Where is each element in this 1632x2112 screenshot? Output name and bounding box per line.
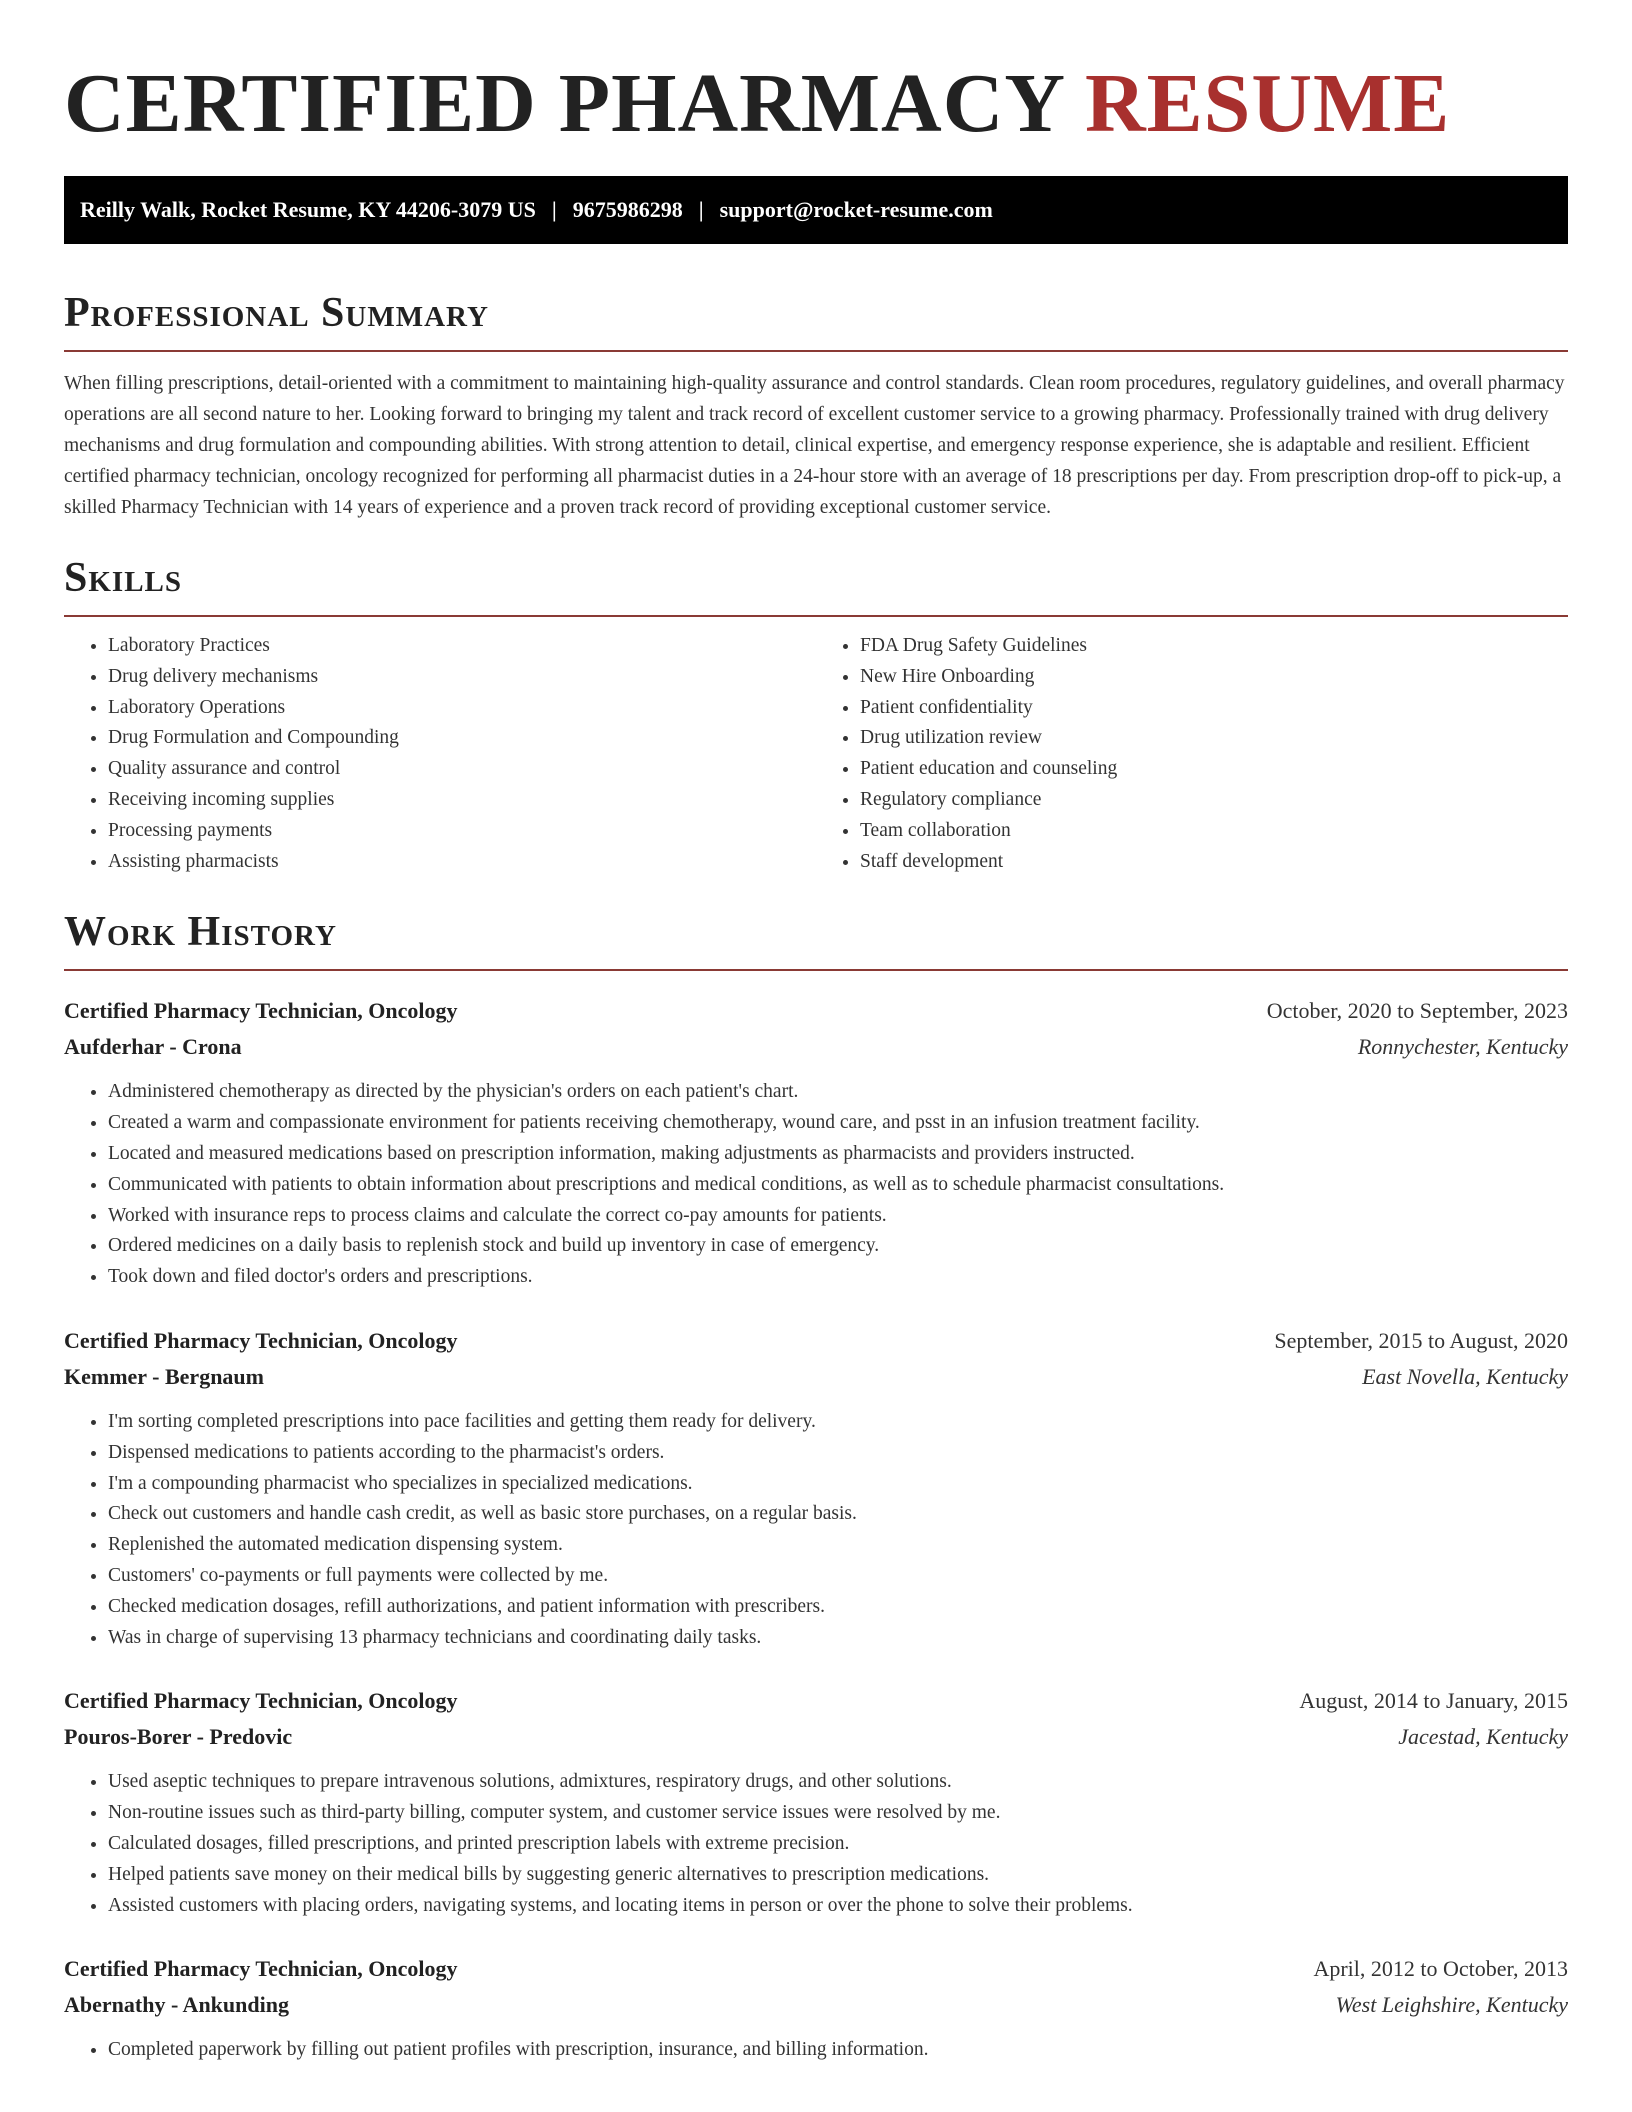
job-bullet: • Communicated with patients to obtain information about prescriptions and medical conditions, as well as to schedule pharmacist consultations. [108, 1170, 1568, 1201]
title-main: CERTIFIED PHARMACY [64, 57, 1063, 150]
job-company: Kemmer - Bergnaum [64, 1363, 264, 1389]
job-entry [64, 1951, 1568, 2066]
job-company: Pouros-Borer - Predovic [64, 1724, 293, 1750]
job-bullet: • I'm sorting completed prescriptions into pace facilities and getting them ready for delivery. [108, 1407, 1568, 1438]
summary-heading: Professional Summary [64, 290, 489, 336]
resume-title [64, 56, 1568, 152]
skill-item: • Laboratory Practices [108, 631, 816, 662]
job-header-row [64, 1951, 1568, 1987]
skill-item: • New Hire Onboarding [860, 662, 1568, 693]
skill-item: • Processing payments [108, 816, 816, 847]
skill-item: • Receiving incoming supplies [108, 785, 816, 816]
contact-bar [64, 176, 1568, 244]
job-bullet: • Customers' co-payments or full payments were collected by me. [108, 1561, 1568, 1592]
skill-item: • Drug Formulation and Compounding [108, 723, 816, 754]
job-company: Aufderhar - Crona [64, 1034, 242, 1060]
resume-content [64, 56, 1568, 2066]
skill-item: • Staff development [860, 847, 1568, 878]
job-bullet: • Used aseptic techniques to prepare intravenous solutions, admixtures, respiratory drugs, and other solutions. [108, 1767, 1568, 1798]
job-bullet: • Created a warm and compassionate environment for patients receiving chemotherapy, wound care, and psst in an infusion treatment facility. [108, 1108, 1568, 1139]
job-subheader-row [64, 1029, 1568, 1065]
section-divider [64, 615, 1568, 617]
job-subheader-row [64, 1359, 1568, 1395]
skills-heading: Skills [64, 555, 183, 601]
job-title: Certified Pharmacy Technician, Oncology [64, 998, 458, 1024]
job-bullet: • Calculated dosages, filled prescriptions, and printed prescription labels with extreme precision. [108, 1829, 1568, 1860]
section-divider [64, 350, 1568, 352]
job-location: Ronnychester, Kentucky [1357, 1034, 1568, 1060]
job-header-row [64, 1323, 1568, 1359]
skills-columns [64, 631, 1568, 877]
job-header-row [64, 1683, 1568, 1719]
job-bullet: • Located and measured medications based on prescription information, making adjustments as pharmacists and providers instructed. [108, 1139, 1568, 1170]
skill-item: • Patient education and counseling [860, 754, 1568, 785]
job-bullet: • Replenished the automated medication dispensing system. [108, 1530, 1568, 1561]
job-bullet: • Helped patients save money on their medical bills by suggesting generic alternatives to prescription medications. [108, 1860, 1568, 1891]
section-divider [64, 969, 1568, 971]
job-bullet: • Administered chemotherapy as directed by the physician's orders on each patient's chart. [108, 1077, 1568, 1108]
job-dates: April, 2012 to October, 2013 [1313, 1956, 1568, 1982]
job-bullet: • Checked medication dosages, refill authorizations, and patient information with prescribers. [108, 1592, 1568, 1623]
job-subheader-row [64, 1719, 1568, 1755]
job-bullet: • I'm a compounding pharmacist who specializes in specialized medications. [108, 1469, 1568, 1500]
skills-left-list [64, 631, 816, 877]
contact-separator: | [551, 197, 557, 222]
job-header-row [64, 993, 1568, 1029]
job-title: Certified Pharmacy Technician, Oncology [64, 1688, 458, 1714]
job-bullets [64, 2035, 1568, 2066]
job-bullets [64, 1077, 1568, 1293]
job-entry [64, 993, 1568, 1293]
summary-text: When filling prescriptions, detail-oriented with a commitment to maintaining high-quality assurance and control standards. Clean room procedures, regulatory guidelines, and overall pharmacy operations are all second nature to her. Looking forward to bringing my talent and track record of excellent customer service to a growing pharmacy. Professionally trained with drug delivery mechanisms and drug formulation and compounding abilities. With strong attention to detail, clinical expertise, and emergency response experience, she is adaptable and resilient. Efficient certified pharmacy technician, oncology recognized for performing all pharmacist duties in a 24-hour store with an average of 18 prescriptions per day. From prescription drop-off to pick-up, a skilled Pharmacy Technician with 14 years of experience and a proven track record of providing exceptional customer service. [64, 373, 1565, 518]
work-history-heading: Work History [64, 909, 337, 956]
skill-item: • Assisting pharmacists [108, 847, 816, 878]
job-subheader-row [64, 1987, 1568, 2023]
skill-item: • Laboratory Operations [108, 693, 816, 724]
job-bullet: • Assisted customers with placing orders, navigating systems, and locating items in person or over the phone to solve their problems. [108, 1891, 1568, 1922]
skill-item: • Regulatory compliance [860, 785, 1568, 816]
skill-item: • Patient confidentiality [860, 693, 1568, 724]
job-dates: October, 2020 to September, 2023 [1266, 998, 1568, 1024]
job-title: Certified Pharmacy Technician, Oncology [64, 1956, 458, 1982]
title-accent: RESUME [1084, 57, 1451, 150]
contact-separator: | [698, 197, 704, 222]
job-company: Abernathy - Ankunding [64, 1992, 289, 2018]
job-bullet: • Was in charge of supervising 13 pharmacy technicians and coordinating daily tasks. [108, 1623, 1568, 1654]
skill-item: • Quality assurance and control [108, 754, 816, 785]
job-bullets [64, 1767, 1568, 1921]
job-bullet: • Check out customers and handle cash credit, as well as basic store purchases, on a regular basis. [108, 1499, 1568, 1530]
job-title: Certified Pharmacy Technician, Oncology [64, 1327, 458, 1353]
skills-right-list [816, 631, 1568, 877]
job-location: Jacestad, Kentucky [1398, 1724, 1568, 1750]
job-bullet: • Non-routine issues such as third-party billing, computer system, and customer service issues were resolved by me. [108, 1798, 1568, 1829]
job-bullet: • Worked with insurance reps to process claims and calculate the correct co-pay amounts for patients. [108, 1201, 1568, 1232]
skill-item: • FDA Drug Safety Guidelines [860, 631, 1568, 662]
job-dates: September, 2015 to August, 2020 [1274, 1327, 1568, 1353]
job-location: East Novella, Kentucky [1362, 1363, 1568, 1389]
job-bullets [64, 1407, 1568, 1653]
contact-address: Reilly Walk, Rocket Resume, KY 44206-3079 US [80, 197, 536, 222]
job-bullet: • Took down and filed doctor's orders and prescriptions. [108, 1262, 1568, 1293]
job-location: West Leighshire, Kentucky [1335, 1992, 1568, 2018]
job-bullet: • Dispensed medications to patients according to the pharmacist's orders. [108, 1438, 1568, 1469]
job-bullet: • Completed paperwork by filling out patient profiles with prescription, insurance, and billing information. [108, 2035, 1568, 2066]
job-dates: August, 2014 to January, 2015 [1299, 1688, 1568, 1714]
job-entry [64, 1683, 1568, 1921]
job-bullet: • Ordered medicines on a daily basis to replenish stock and build up inventory in case of emergency. [108, 1231, 1568, 1262]
job-entry [64, 1323, 1568, 1653]
contact-phone: 9675986298 [572, 197, 683, 222]
contact-email[interactable]: support@rocket-resume.com [719, 197, 993, 222]
skill-item: • Team collaboration [860, 816, 1568, 847]
skill-item: • Drug delivery mechanisms [108, 662, 816, 693]
skill-item: • Drug utilization review [860, 723, 1568, 754]
